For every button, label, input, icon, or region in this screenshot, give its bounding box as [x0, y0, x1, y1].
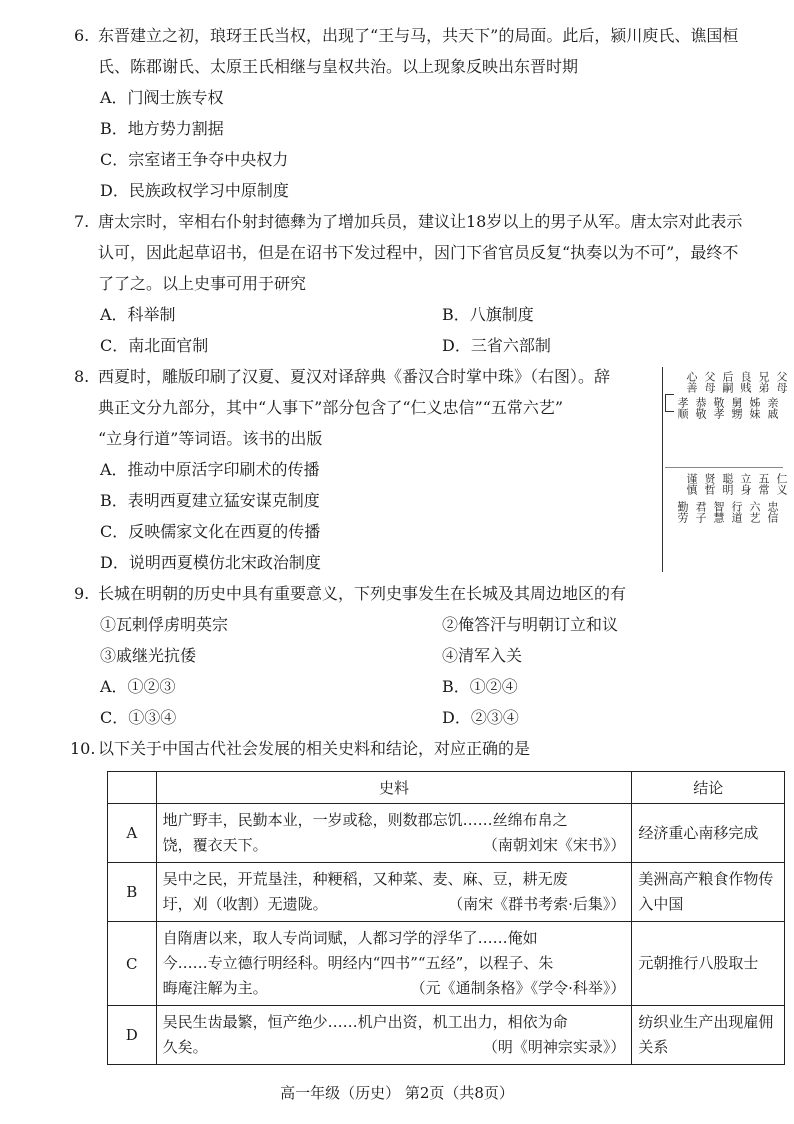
question-text-line: 典正文分九部分，其中“人事下”部分包含了“仁义忠信”“五常六艺” [98, 398, 564, 417]
page-footer: 高一年级（历史） 第2页（共8页） [280, 1084, 514, 1102]
dictionary-column: 舅甥 [730, 397, 743, 419]
source-cell [156, 863, 632, 922]
dictionary-column: 良贱 [739, 371, 752, 393]
option-a[interactable]: A．科举制 [100, 305, 176, 324]
source-line: 今……专立德行明经科。明经内“四书”“五经”，以程子、朱 [162, 954, 554, 972]
statement-3: ③戚继光抗倭 [100, 646, 197, 665]
dictionary-column: 姊妹 [748, 397, 761, 419]
image-divider [665, 467, 783, 468]
option-a[interactable]: A．①②③ [100, 677, 176, 696]
question-number: 6. [74, 26, 90, 45]
statement-4: ④清军入关 [442, 646, 523, 665]
option-c[interactable]: C．南北面官制 [100, 336, 209, 355]
dictionary-column: 父母 [703, 371, 716, 393]
option-d[interactable]: D．②③④ [442, 708, 519, 727]
row-label: C [108, 922, 157, 1006]
question-number: 7. [74, 212, 90, 231]
dictionary-column: 后嗣 [721, 371, 734, 393]
question-text-line: 西夏时，雕版印刷了汉夏、夏汉对译辞典《番汉合时掌中珠》（右图）。辞 [98, 367, 611, 386]
source-line: 晦庵注解为主。 [162, 979, 268, 997]
question-text-line: 氏、陈郡谢氏、太原王氏相继与皇权共治。以上现象反映出东晋时期 [98, 57, 579, 76]
conclusion-cell: 元朝推行八股取士 [632, 922, 785, 1006]
history-table [107, 771, 785, 1065]
dictionary-column: 行道 [730, 501, 743, 523]
option-b[interactable]: B．表明西夏建立猛安谋克制度 [100, 491, 320, 510]
question-number: 8. [74, 367, 90, 386]
conclusion-cell: 经济重心南移完成 [632, 804, 785, 863]
statement-2: ②俺答汗与明朝订立和议 [442, 615, 619, 634]
option-a[interactable]: A．门阀士族专权 [100, 88, 224, 107]
table-header-row [108, 772, 785, 804]
dictionary-column: 亲戚 [766, 397, 779, 419]
dictionary-column: 忠信 [766, 501, 779, 523]
option-b[interactable]: B．①②④ [442, 677, 518, 696]
option-c[interactable]: C．宗室诸王争夺中央权力 [100, 150, 289, 169]
question-text-line: 了了之。以上史事可用于研究 [98, 274, 307, 293]
dictionary-column: 君子 [694, 501, 707, 523]
dictionary-column: 孝顺 [676, 397, 689, 419]
option-d[interactable]: D．民族政权学习中原制度 [100, 181, 289, 200]
question-text-line: 以下关于中国古代社会发展的相关史料和结论，对应正确的是 [98, 739, 531, 758]
source-citation: （明《明神宗实录》） [482, 1038, 626, 1056]
source-line: 久矣。 [162, 1038, 208, 1056]
dictionary-column: 兄弟 [757, 371, 770, 393]
source-line: 饶，覆衣天下。 [162, 836, 268, 854]
dictionary-column: 谨慎 [685, 473, 698, 495]
source-cell [156, 804, 632, 863]
source-line: 吴民生齿最繁，恒产绝少……机户出资，机工出力，相依为命 [162, 1013, 568, 1031]
question-text-line: 东晋建立之初，琅玡王氏当权，出现了“王与马，共天下”的局面。此后，颍川庾氏、谯国桓 [98, 26, 739, 45]
dictionary-column: 心善 [685, 371, 698, 393]
source-line: 自隋唐以来，取人专尚词赋，人都习学的浮华了……俺如 [162, 929, 538, 947]
header-conclusion: 结论 [632, 772, 785, 804]
question-number: 10. [70, 739, 96, 758]
table-row-c [108, 922, 785, 1006]
dictionary-column: 勤劳 [676, 501, 689, 523]
dictionary-column: 智慧 [712, 501, 725, 523]
question-text-line: 长城在明朝的历史中具有重要意义，下列史事发生在长城及其周边地区的有 [98, 584, 627, 603]
table-row-b [108, 863, 785, 922]
question-text-line: 认可，因此起草诏书，但是在诏书下发过程中，因门下省官员反复“执奏以为不可”，最终不 [98, 243, 739, 262]
table-row-d [108, 1006, 785, 1065]
header-source: 史料 [156, 772, 632, 804]
table-row-a [108, 804, 785, 863]
dictionary-column: 立身 [739, 473, 752, 495]
row-label: B [108, 863, 157, 922]
dictionary-column: 父母 [775, 371, 788, 393]
option-d[interactable]: D．三省六部制 [442, 336, 551, 355]
row-label: A [108, 804, 157, 863]
bracket-mark [665, 394, 674, 412]
conclusion-cell: 纺织业生产出现雇佣关系 [632, 1006, 785, 1065]
dictionary-page-image [662, 367, 787, 572]
dictionary-column: 六艺 [748, 501, 761, 523]
option-c[interactable]: C．反映儒家文化在西夏的传播 [100, 522, 321, 541]
dictionary-column: 贤哲 [703, 473, 716, 495]
question-text-line: 唐太宗时，宰相右仆射封德彝为了增加兵员，建议让18岁以上的男子从军。唐太宗对此表示 [98, 212, 743, 231]
source-citation: （南宋《群书考索·后集》） [448, 895, 626, 913]
source-cell [156, 922, 632, 1006]
question-text-line: “立身行道”等词语。该书的出版 [98, 429, 323, 448]
source-line: 地广野丰，民勤本业，一岁或稔，则数郡忘饥……丝绵布帛之 [162, 811, 568, 829]
dictionary-column: 仁义 [775, 473, 788, 495]
row-label: D [108, 1006, 157, 1065]
dictionary-column: 恭敬 [694, 397, 707, 419]
source-line: 圩，刈（收割）无遗陇。 [162, 895, 328, 913]
source-citation: （元《通制条格》《学令·科举》） [410, 979, 626, 997]
dictionary-column: 敬孝 [712, 397, 725, 419]
source-line: 吴中之民，开荒垦洼，种粳稻，又种菜、麦、麻、豆，耕无废 [162, 870, 568, 888]
option-c[interactable]: C．①③④ [100, 708, 177, 727]
option-b[interactable]: B．八旗制度 [442, 305, 534, 324]
option-d[interactable]: D．说明西夏模仿北宋政治制度 [100, 553, 321, 572]
question-number: 9. [74, 584, 90, 603]
header-label [108, 772, 157, 804]
option-a[interactable]: A．推动中原活字印刷术的传播 [100, 460, 320, 479]
dictionary-column: 聪明 [721, 473, 734, 495]
dictionary-column: 五常 [757, 473, 770, 495]
source-cell [156, 1006, 632, 1065]
option-b[interactable]: B．地方势力割据 [100, 119, 224, 138]
statement-1: ①瓦剌俘虏明英宗 [100, 615, 229, 634]
conclusion-cell: 美洲高产粮食作物传入中国 [632, 863, 785, 922]
source-citation: （南朝刘宋《宋书》） [482, 836, 626, 854]
